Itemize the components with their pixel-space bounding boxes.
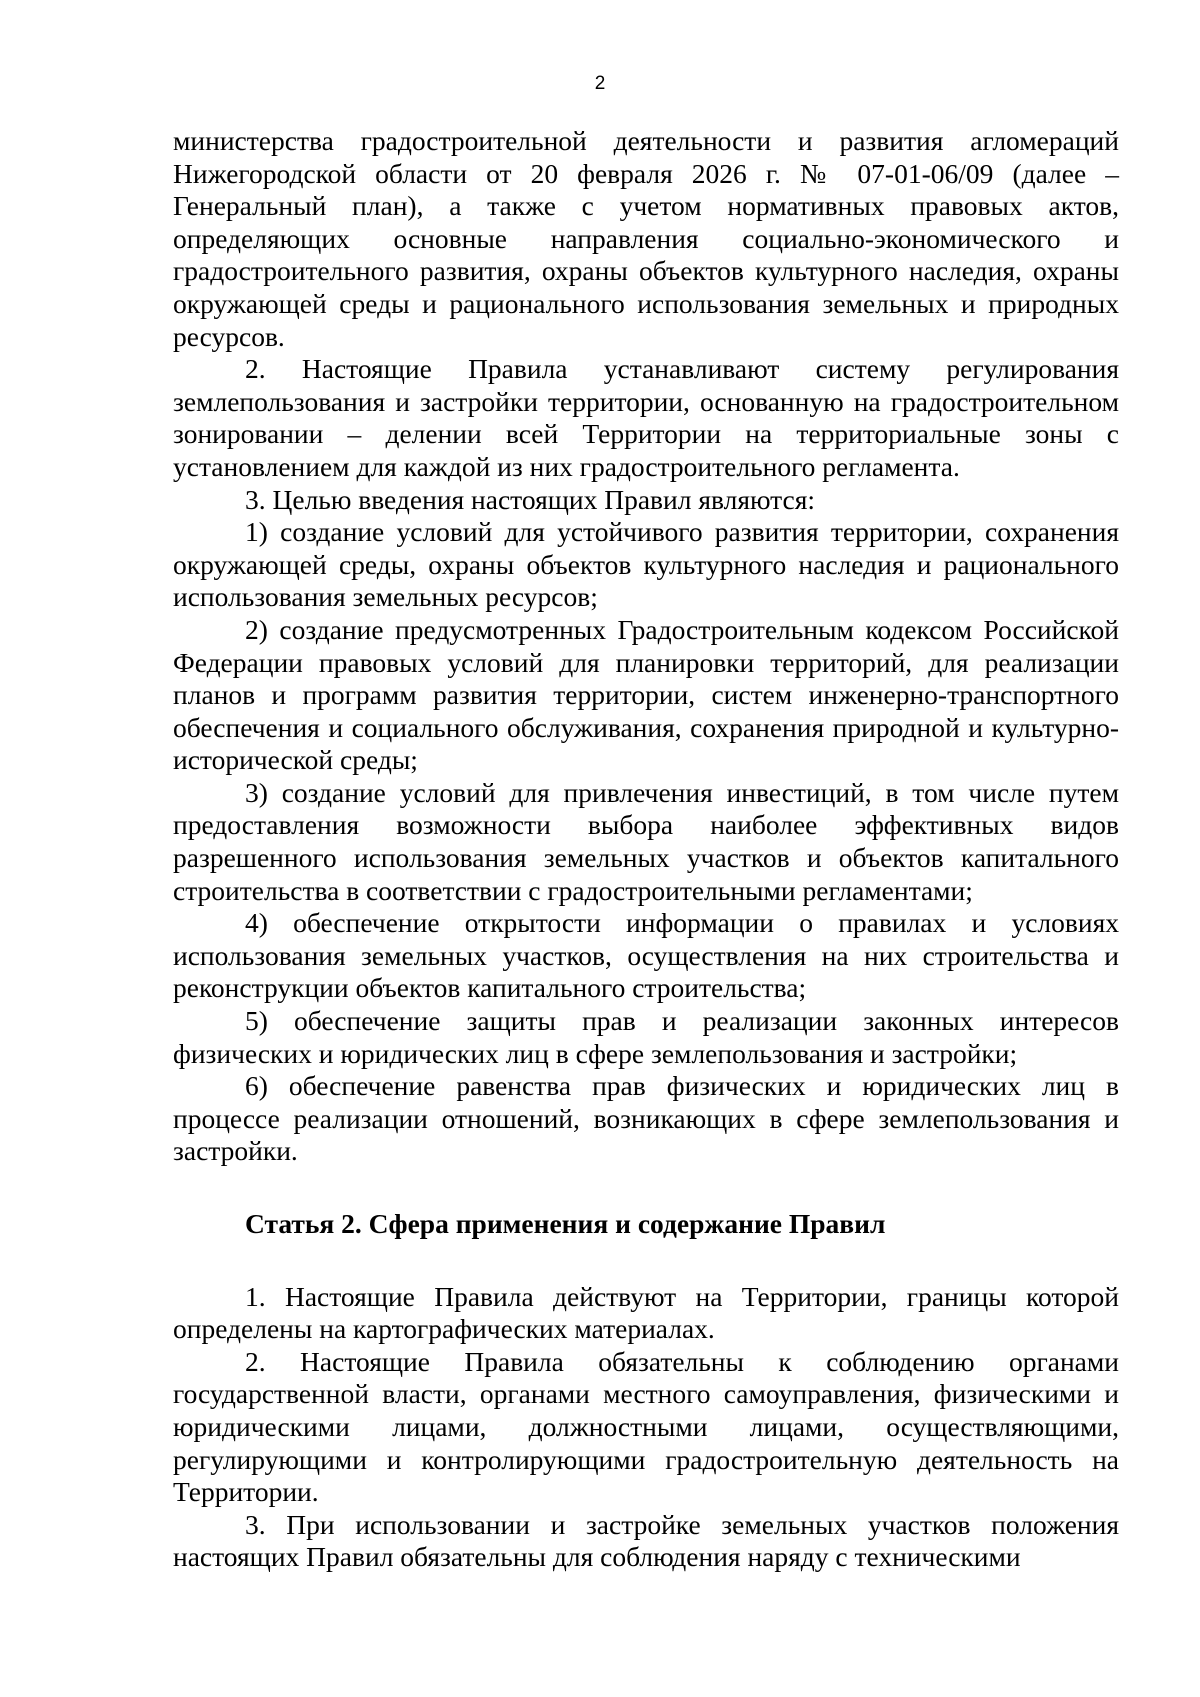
article-paragraph-3: 3. При использовании и застройке земельных участков положения настоящих Правил обязательны для соблюдения наряду с техническими (173, 1508, 1119, 1573)
paragraph-item-3: 3. Целью введения настоящих Правил являются: (245, 483, 816, 515)
list-item-6: 6) обеспечение равенства прав физических и юридических лиц в процессе реализации отношений, возникающих в сфере землепользования и застройки. (173, 1070, 1119, 1167)
list-item-4: 4) обеспечение открытости информации о правилах и условиях использования земельных участков, осуществления на них строительства и реконструкции объектов капитального строительства; (173, 907, 1119, 1004)
page-number: 2 (594, 73, 606, 94)
paragraph-continuation: министерства градостроительной деятельности и развития агломераций Нижегородской области от 20 февраля 2026 г. № 07-01-06/09 (далее – Генеральный план), а также с учетом нормативных правовых актов, определяющих основные направления социально-экономического и градостроительного развития, охраны объектов культурного наследия, охраны окружающей среды и рационального использования земельных и природных ресурсов. (173, 125, 1119, 352)
article-paragraph-2: 2. Настоящие Правила обязательны к соблюдению органами государственной власти, органами местного самоуправления, физическими и юридическими лицами, должностными лицами, осуществляющими, регулирующими и контролирующими градостроительную деятельность на Территории. (173, 1345, 1119, 1508)
list-item-5: 5) обеспечение защиты прав и реализации законных интересов физических и юридических лиц в сфере землепользования и застройки; (173, 1005, 1119, 1069)
article-heading: Статья 2. Сфера применения и содержание Правил (245, 1208, 886, 1239)
list-item-3: 3) создание условий для привлечения инвестиций, в том числе путем предоставления возможности выбора наиболее эффективных видов разрешенного использования земельных участков и объектов капитального строительства в соответствии с градостроительными регламентами; (173, 776, 1119, 906)
article-paragraph-1: 1. Настоящие Правила действуют на Территории, границы которой определены на картографических материалах. (173, 1280, 1119, 1345)
document-body (173, 125, 1119, 1574)
list-item-2: 2) создание предусмотренных Градостроительным кодексом Российской Федерации правовых условий для планировки территорий, для реализации планов и программ развития территории, систем инженерно-транспортного обеспечения и социального обслуживания, сохранения природной и культурно-исторической среды; (173, 613, 1119, 776)
paragraph-item-2: 2. Настоящие Правила устанавливают систему регулирования землепользования и застройки территории, основанную на градостроительном зонировании – делении всей Территории на территориальные зоны с установлением для каждой из них градостроительного регламента. (173, 353, 1119, 482)
list-item-1: 1) создание условий для устойчивого развития территории, сохранения окружающей среды, охраны объектов культурного наследия и рационального использования земельных ресурсов; (173, 516, 1119, 613)
